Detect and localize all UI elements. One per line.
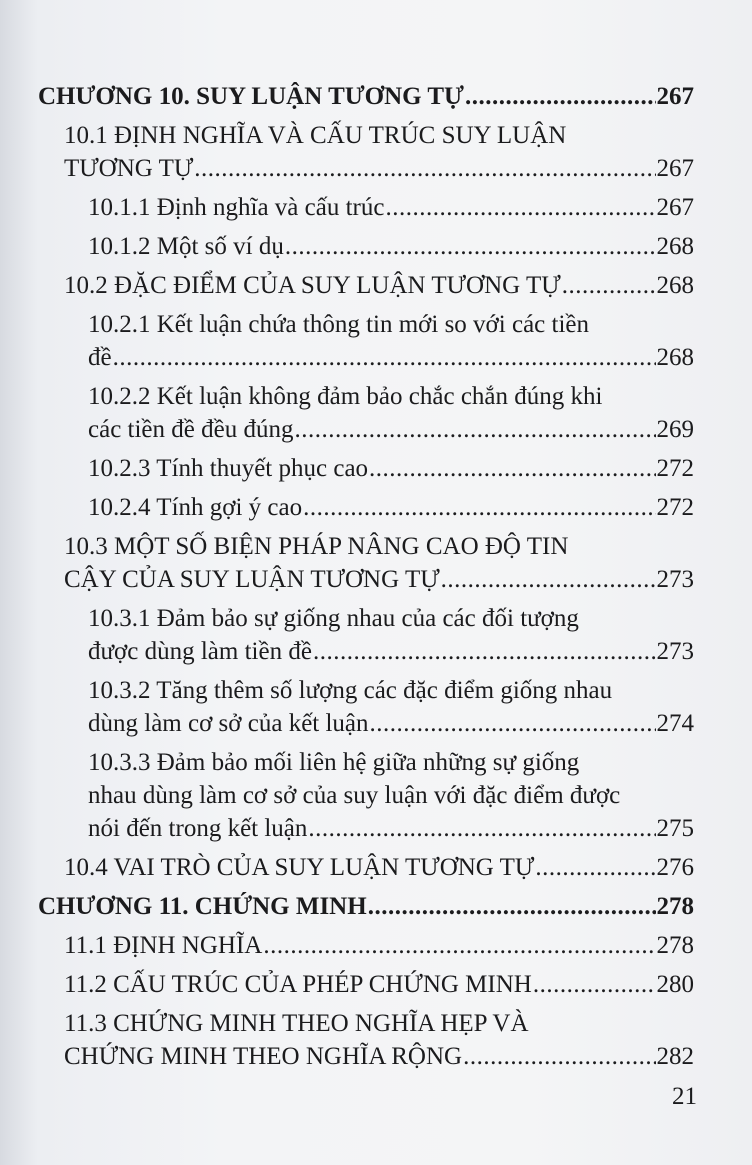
toc-page-number: 269: [656, 416, 694, 443]
toc-title: CẬY CỦA SUY LUẬN TƯƠNG TỰ: [64, 566, 440, 593]
toc-page-number: 276: [656, 854, 694, 881]
toc-page-number: 274: [656, 710, 694, 737]
toc-entry: [88, 707, 694, 740]
toc-subsection: [38, 308, 694, 374]
toc-subsection: [38, 674, 694, 740]
toc-title-line: nhau dùng làm cơ sở của suy luận với đặc điểm được: [88, 782, 621, 809]
toc-title: CHƯƠNG 10. SUY LUẬN TƯƠNG TỰ: [38, 83, 464, 110]
toc-entry: [64, 851, 694, 884]
toc-leader-dots: [313, 635, 656, 668]
table-of-contents: [38, 76, 694, 1073]
toc-title: 11.2 CẤU TRÚC CỦA PHÉP CHỨNG MINH: [64, 971, 532, 998]
toc-entry: [88, 413, 694, 446]
toc-title-line: 10.2.2 Kết luận không đảm bảo chắc chắn đúng khi: [88, 383, 603, 410]
toc-title-line: 10.3 MỘT SỐ BIỆN PHÁP NÂNG CAO ĐỘ TIN: [64, 533, 569, 560]
toc-chapter: [38, 890, 694, 923]
toc-entry: [64, 1040, 694, 1073]
toc-entry: [88, 812, 694, 845]
toc-page-number: 273: [656, 638, 694, 665]
toc-subsection: [38, 191, 694, 224]
toc-page-number: 267: [656, 83, 694, 110]
toc-title-line: 10.3.2 Tăng thêm số lượng các đặc điểm giống nhau: [88, 677, 613, 704]
toc-entry: [38, 890, 694, 923]
toc-page-number: 267: [656, 155, 694, 182]
toc-page-number: 268: [656, 233, 694, 260]
toc-subsection: [38, 230, 694, 263]
toc-entry: [88, 635, 694, 668]
toc-page-number: 272: [656, 494, 694, 521]
toc-leader-dots: [303, 491, 655, 524]
toc-title: dùng làm cơ sở của kết luận: [88, 710, 369, 737]
toc-title: TƯƠNG TỰ: [64, 155, 194, 182]
toc-leader-dots: [463, 1040, 655, 1073]
toc-entry: [38, 80, 694, 113]
toc-section: [38, 851, 694, 884]
page-number: 21: [672, 1083, 697, 1110]
toc-subsection: [38, 746, 694, 845]
toc-leader-dots: [294, 413, 655, 446]
toc-entry: [88, 191, 694, 224]
toc-page-number: 278: [656, 932, 694, 959]
toc-title: đề: [88, 344, 112, 371]
toc-leader-dots: [465, 80, 656, 113]
toc-title: 10.1.1 Định nghĩa và cấu trúc: [88, 194, 385, 221]
toc-title: 10.2.3 Tính thuyết phục cao: [88, 455, 369, 482]
toc-page-number: 273: [656, 566, 694, 593]
toc-page-number: 278: [656, 893, 694, 920]
toc-section: [38, 929, 694, 962]
toc-title: nói đến trong kết luận: [88, 815, 308, 842]
toc-entry: [88, 341, 694, 374]
toc-leader-dots: [263, 929, 655, 962]
toc-title-line: 11.3 CHỨNG MINH THEO NGHĨA HẸP VÀ: [64, 1010, 529, 1037]
toc-title: 10.2.4 Tính gợi ý cao: [88, 494, 303, 521]
toc-leader-dots: [285, 230, 656, 263]
toc-subsection: [38, 452, 694, 485]
toc-chapter: [38, 80, 694, 113]
toc-section: [38, 530, 694, 596]
toc-leader-dots: [194, 152, 655, 185]
toc-leader-dots: [369, 452, 655, 485]
toc-entry: [64, 968, 694, 1001]
toc-page-number: 268: [656, 272, 694, 299]
toc-leader-dots: [370, 707, 656, 740]
toc-title: các tiền đề đều đúng: [88, 416, 294, 443]
toc-section: [38, 1007, 694, 1073]
toc-entry: [64, 563, 694, 596]
toc-page-number: 280: [656, 971, 694, 998]
toc-leader-dots: [535, 851, 655, 884]
toc-leader-dots: [113, 341, 656, 374]
toc-page-number: 272: [656, 455, 694, 482]
toc-page-number: 275: [656, 815, 694, 842]
toc-title: 10.1.2 Một số ví dụ: [88, 233, 284, 260]
toc-leader-dots: [441, 563, 656, 596]
toc-page-number: 268: [656, 344, 694, 371]
toc-title: CHƯƠNG 11. CHỨNG MINH: [38, 893, 367, 920]
toc-entry: [64, 929, 694, 962]
toc-entry: [64, 269, 694, 302]
toc-title-line: 10.1 ĐỊNH NGHĨA VÀ CẤU TRÚC SUY LUẬN: [64, 122, 567, 149]
toc-entry: [64, 152, 694, 185]
toc-section: [38, 269, 694, 302]
toc-subsection: [38, 491, 694, 524]
toc-title-line: 10.3.1 Đảm bảo sự giống nhau của các đối tượng: [88, 605, 579, 632]
toc-subsection: [38, 602, 694, 668]
toc-leader-dots: [385, 191, 655, 224]
toc-leader-dots: [308, 812, 655, 845]
toc-entry: [88, 230, 694, 263]
toc-leader-dots: [368, 890, 656, 923]
toc-title: được dùng làm tiền đề: [88, 638, 312, 665]
toc-title: 10.4 VAI TRÒ CỦA SUY LUẬN TƯƠNG TỰ: [64, 854, 535, 881]
toc-subsection: [38, 380, 694, 446]
toc-page-number: 267: [656, 194, 694, 221]
toc-title: CHỨNG MINH THEO NGHĨA RỘNG: [64, 1043, 463, 1070]
toc-section: [38, 968, 694, 1001]
toc-leader-dots: [533, 968, 656, 1001]
toc-entry: [88, 491, 694, 524]
toc-leader-dots: [562, 269, 656, 302]
toc-title: 11.1 ĐỊNH NGHĨA: [64, 932, 263, 959]
toc-title-line: 10.3.3 Đảm bảo mối liên hệ giữa những sự giống: [88, 749, 580, 776]
toc-page-number: 282: [656, 1043, 694, 1070]
toc-title-line: 10.2.1 Kết luận chứa thông tin mới so với các tiền: [88, 311, 590, 338]
toc-title: 10.2 ĐẶC ĐIỂM CỦA SUY LUẬN TƯƠNG TỰ: [64, 272, 561, 299]
toc-section: [38, 119, 694, 185]
toc-entry: [88, 452, 694, 485]
